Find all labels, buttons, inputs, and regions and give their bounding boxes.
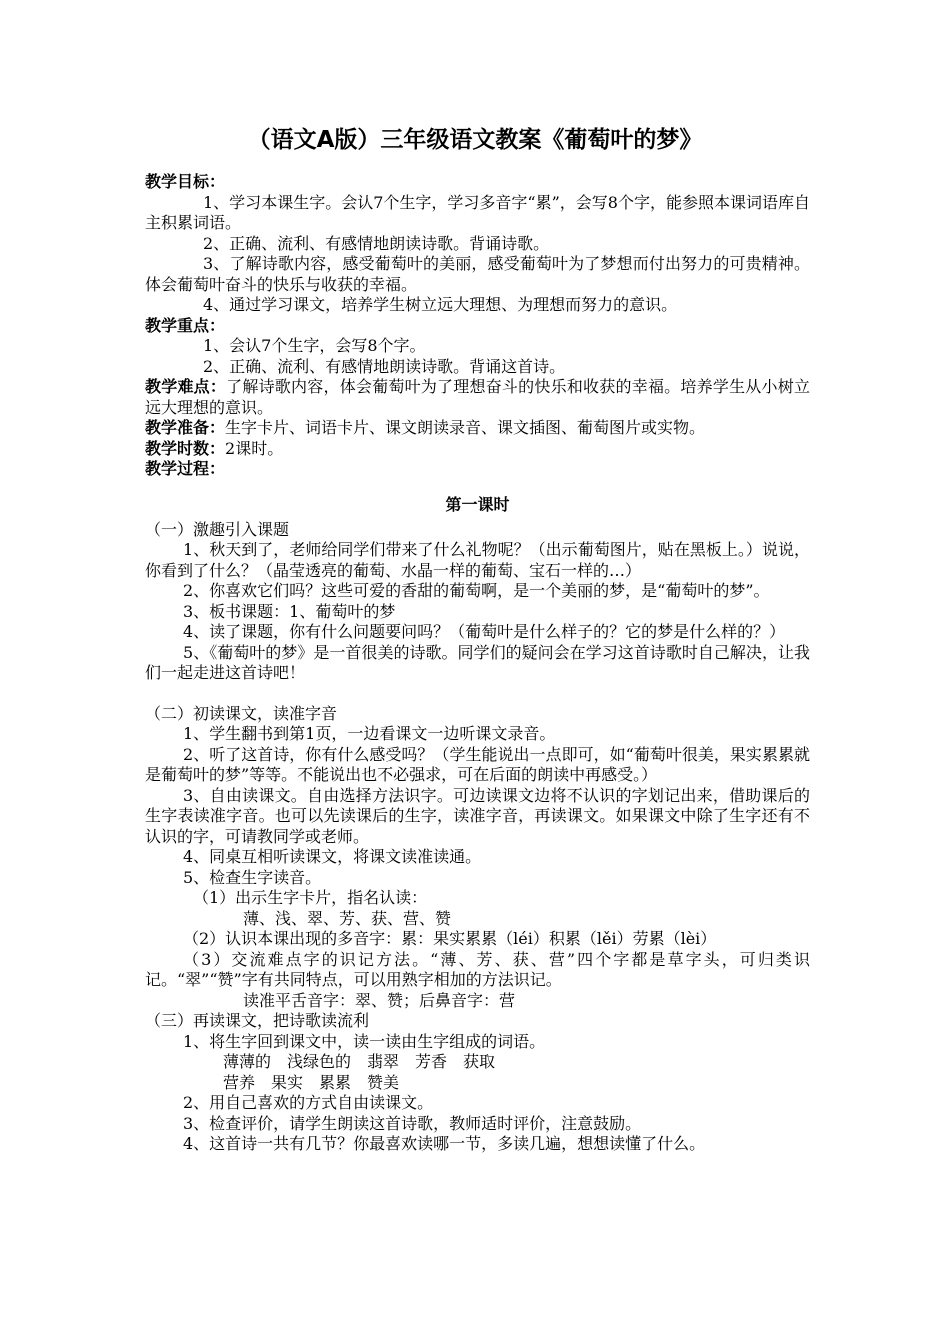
part1-item: 1、秋天到了，老师给同学们带来了什么礼物呢？（出示葡萄图片，贴在黑板上。）说说，你看到了什么？（晶莹透亮的葡萄、水晶一样的葡萄、宝石一样的…）: [145, 540, 810, 580]
difficulty-paragraph: [145, 377, 810, 418]
part3-item: 1、将生字回到课文中，读一读由生字组成的词语。: [183, 1031, 546, 1051]
part1-item: 4、读了课题，你有什么问题要问吗？（葡萄叶是什么样子的？它的梦是什么样的？）: [183, 622, 786, 641]
objective-item: 1、学习本课生字。会认7个生字，学习多音字“累”，会写8个字，能参照本课词语库自主积累词语。: [145, 192, 810, 232]
part2-heading: （二）初读课文，读准字音: [145, 703, 338, 723]
part1-heading: （一）激趣引入课题: [145, 519, 290, 539]
key-point-item: 2、正确、流利、有感情地朗读诗歌。背诵这首诗。: [203, 356, 566, 376]
hours-label: 教学时数：: [145, 438, 226, 458]
objective-item: 3、了解诗歌内容，感受葡萄叶的美丽，感受葡萄叶为了梦想而付出努力的可贵精神。体会葡萄叶奋斗的快乐与收获的幸福。: [145, 254, 810, 294]
spacer: [145, 684, 810, 704]
lesson1-heading: 第一课时: [445, 495, 510, 514]
process-label: 教学过程：: [145, 459, 226, 478]
part2-sub3: （3）交流难点字的识记方法。“薄、芳、获、营”四个字都是草字头，可归类识记。“翠”“赞”字有共同特点，可以用熟字相加的方法识记。: [145, 949, 810, 989]
preparation-label: 教学准备：: [145, 418, 226, 437]
part2-sub1: （1）出示生字卡片，指名认读：: [193, 888, 428, 907]
part2-sub1-chars: 薄、浅、翠、芳、获、营、赞: [243, 908, 452, 928]
part3-heading: （三）再读课文，把诗歌读流利: [145, 1011, 370, 1030]
part2-item: 1、学生翻书到第1页，一边看课文一边听课文录音。: [183, 724, 556, 743]
objectives-label: 教学目标：: [145, 172, 226, 191]
hours-text: 2课时。: [225, 438, 284, 458]
part3-item: 2、用自己喜欢的方式自由读课文。: [183, 1093, 434, 1112]
preparation-text: 生字卡片、词语卡片、课文朗读录音、课文插图、葡萄图片或实物。: [225, 418, 706, 437]
part3-item: 3、检查评价，请学生朗读这首诗歌，教师适时评价，注意鼓励。: [183, 1113, 642, 1133]
part3-item: 4、这首诗一共有几节？你最喜欢读哪一节，多读几遍，想想读懂了什么。: [183, 1134, 706, 1153]
objective-item: 2、正确、流利、有感情地朗读诗歌。背诵诗歌。: [203, 233, 550, 253]
part1-item: 3、板书课题：1、葡萄叶的梦: [183, 601, 396, 621]
part3-words-row: 营养 果实 累累 赞美: [223, 1072, 400, 1092]
part2-item: 5、检查生字读音。: [183, 867, 322, 887]
key-point-item: 1、会认7个生字，会写8个字。: [203, 336, 426, 355]
objective-item: 4、通过学习课文，培养学生树立远大理想、为理想而努力的意识。: [203, 295, 678, 314]
document-title: （语文A版）三年级语文教案《葡萄叶的梦》: [247, 127, 703, 153]
part2-sub2: （2）认识本课出现的多音字：累：果实累累（léi）积累（lěi）劳累（lèi）: [183, 929, 717, 948]
hours-paragraph: [145, 439, 810, 460]
part1-item: 5、《葡萄叶的梦》是一首很美的诗歌。同学们的疑问会在学习这首诗歌时自己解决，让我们一起走进这首诗吧！: [145, 642, 810, 682]
part2-item: 4、同桌互相听读课文，将课文读准读通。: [183, 847, 482, 866]
key-points-label: 教学重点：: [145, 315, 226, 335]
part1-item: 2、你喜欢它们吗？这些可爱的香甜的葡萄啊，是一个美丽的梦，是“葡萄叶的梦”。: [183, 581, 770, 600]
difficulty-label: 教学难点：: [145, 377, 227, 396]
lesson-plan-header-section: [145, 172, 810, 480]
preparation-paragraph: [145, 418, 810, 439]
part3-words-row: 薄薄的 浅绿色的 翡翠 芳香 获取: [223, 1052, 496, 1071]
part2-item: 2、听了这首诗，你有什么感受吗？（学生能说出一点即可，如“葡萄叶很美，果实累累就是葡萄叶的梦”等等。不能说出也不必强求，可在后面的朗读中再感受。）: [145, 744, 810, 784]
difficulty-text: 了解诗歌内容，体会葡萄叶为了理想奋斗的快乐和收获的幸福。培养学生从小树立远大理想的意识。: [145, 377, 810, 417]
part2-item: 3、自由读课文。自由选择方法识字。可边读课文边将不认识的字划记出来，借助课后的生字表读准字音。也可以先读课后的生字，读准字音，再读课文。如果课文中除了生字还有不认识的字，可请教同学或老师。: [145, 785, 810, 846]
lesson1-section: [145, 495, 810, 1155]
part2-sub3-extra: 读准平舌音字：翠、赞；后鼻音字：营: [243, 990, 516, 1010]
